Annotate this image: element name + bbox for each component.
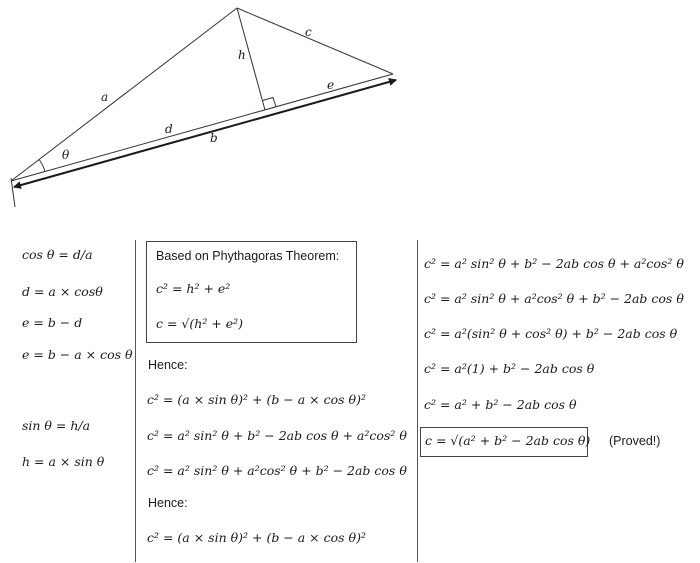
middle-eq-4: c² = (a × sin θ)² + (b − a × cos θ)² (147, 530, 366, 545)
left-tick (11, 178, 15, 207)
final-result: c = √(a² + b² − 2ab cos θ) (425, 433, 591, 448)
left-eq-d: d = a × cosθ (22, 284, 103, 299)
right-eq-3: c² = a²(sin² θ + cos² θ) + b² − 2ab cos θ (424, 326, 678, 341)
right-eq-5: c² = a² + b² − 2ab cos θ (424, 397, 577, 412)
hence-label-2: Hence: (148, 496, 188, 510)
hence-label-1: Hence: (148, 358, 188, 372)
side-c (237, 8, 393, 74)
middle-eq-2: c² = a² sin² θ + b² − 2ab cos θ + a²cos² θ (147, 428, 407, 443)
label-e: e (327, 78, 335, 92)
left-eq-cos-theta: cos θ = d/a (22, 247, 93, 262)
label-c: c (305, 25, 312, 39)
label-a: a (101, 90, 109, 104)
left-eq-e2: e = b − a × cos θ (22, 347, 133, 362)
side-b (11, 74, 393, 181)
middle-eq-1: c² = (a × sin θ)² + (b − a × cos θ)² (147, 392, 366, 407)
label-b: b (210, 131, 218, 145)
side-a (11, 8, 237, 181)
right-eq-4: c² = a²(1) + b² − 2ab cos θ (424, 361, 595, 376)
box-eq-c-squared: c² = h² + e² (156, 281, 231, 296)
separator-right (417, 240, 418, 562)
triangle-diagram (0, 0, 700, 215)
middle-eq-3: c² = a² sin² θ + a²cos² θ + b² − 2ab cos θ (147, 463, 407, 478)
right-angle-marker (263, 98, 277, 108)
label-d: d (165, 122, 173, 136)
box-eq-c: c = √(h² + e²) (156, 316, 244, 331)
proved-label: (Proved!) (609, 434, 661, 448)
separator-left (135, 240, 136, 562)
box-heading: Based on Phythagoras Theorem: (156, 249, 340, 263)
right-eq-1: c² = a² sin² θ + b² − 2ab cos θ + a²cos² θ (424, 256, 684, 271)
theta-arc (39, 160, 45, 172)
right-eq-2: c² = a² sin² θ + a²cos² θ + b² − 2ab cos θ (424, 291, 684, 306)
left-eq-sin-theta: sin θ = h/a (22, 418, 91, 433)
base-arrow (14, 80, 396, 187)
label-theta: θ (62, 148, 70, 162)
label-h: h (238, 48, 246, 62)
left-eq-e1: e = b − d (22, 315, 83, 330)
left-eq-h: h = a × sin θ (22, 454, 105, 469)
